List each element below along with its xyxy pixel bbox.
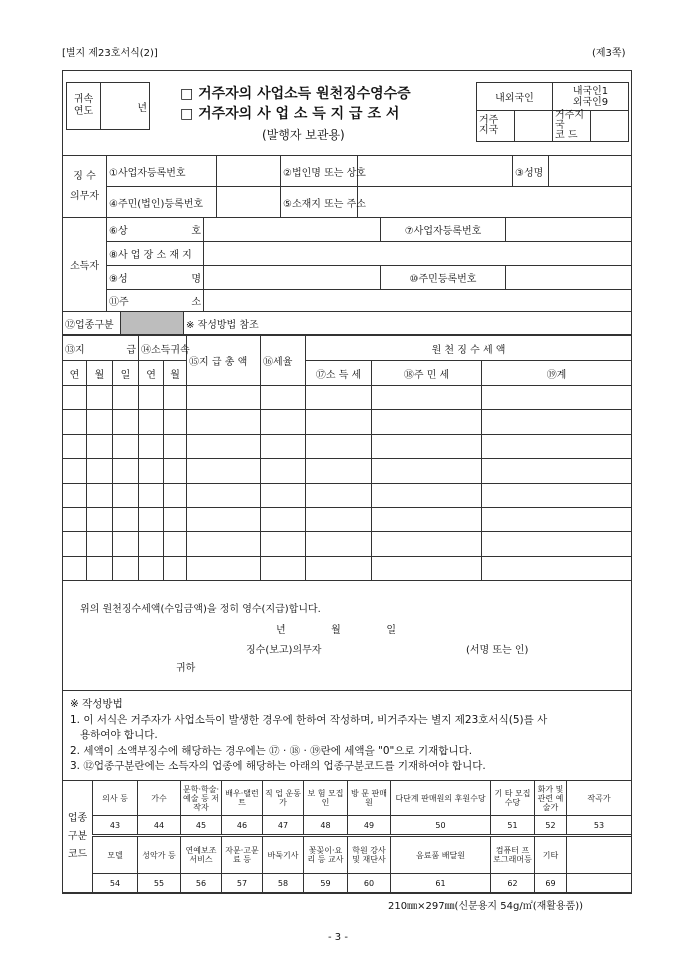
table-cell[interactable] [139, 434, 164, 458]
table-cell[interactable] [261, 556, 306, 580]
table-row [63, 483, 632, 507]
table-cell[interactable] [306, 386, 372, 410]
table-cell[interactable] [164, 556, 187, 580]
table-cell[interactable] [87, 386, 113, 410]
name-field[interactable] [549, 156, 632, 187]
table-cell[interactable] [164, 483, 187, 507]
table-cell[interactable] [87, 556, 113, 580]
trade-name-field[interactable] [204, 218, 381, 242]
address-label: ⑤소재지 또는 주소 [281, 187, 358, 218]
resident-reg-field[interactable] [217, 187, 281, 218]
code-value: 57 [222, 874, 263, 894]
instructions [70, 697, 630, 775]
table-cell[interactable] [87, 483, 113, 507]
date-day: 일 [386, 625, 396, 636]
earner-address-label-end: 소 [191, 297, 201, 308]
code-value: 62 [491, 874, 535, 894]
resident-reg-label: ④주민(법인)등록번호 [107, 187, 217, 218]
table-cell[interactable] [113, 459, 139, 483]
instruction-item: 2. 세액이 소액부징수에 해당하는 경우에는 ⑰ · ⑱ · ⑲란에 세액을 "0"으로 기재합니다. [70, 744, 473, 757]
year-box [66, 82, 150, 130]
trade-name-label-end: 호 [191, 226, 201, 237]
table-cell[interactable] [482, 507, 632, 531]
code-name: 배우·탤런트 [222, 781, 263, 816]
table-cell[interactable] [63, 507, 87, 531]
code-name: 성악가 등 [138, 836, 181, 874]
income-period-header: ⑭소득귀속 [139, 336, 187, 361]
earner-name-label: ⑨성 [109, 274, 128, 285]
address-field[interactable] [358, 187, 632, 218]
date-month: 월 [331, 625, 341, 636]
pay-date-header: ⑬지 [65, 344, 85, 356]
table-cell[interactable] [372, 507, 482, 531]
code-value: 56 [181, 874, 222, 894]
instruction-item: 3. ⑫업종구분란에는 소득자의 업종에 해당하는 아래의 업종구분코드를 기재하여야 합니다. [70, 760, 486, 772]
earner-resident-reg-label: ⑩주민등록번호 [381, 266, 506, 290]
table-cell[interactable] [482, 410, 632, 434]
earner-name-label-end: 명 [191, 274, 201, 285]
confirm-text: 위의 원천징수세액(수입금액)을 정히 영수(지급)합니다. [80, 604, 321, 615]
paper-spec: 210㎜×297㎜(신문용지 54g/㎡(재활용품)) [388, 901, 584, 912]
table-cell[interactable] [482, 483, 632, 507]
pay-day: 일 [113, 361, 139, 386]
table-cell[interactable] [187, 556, 261, 580]
page-number: - 3 - [328, 932, 348, 943]
earner-biz-reg-label: ⑦사업자등록번호 [381, 218, 506, 242]
table-row [63, 556, 632, 580]
code-value: 61 [391, 874, 491, 894]
rate-header: ⑯세율 [261, 336, 306, 386]
code-value: 58 [263, 874, 304, 894]
table-cell[interactable] [306, 532, 372, 556]
code-value: 55 [138, 874, 181, 894]
domestic-code: 내국인1 [572, 85, 609, 97]
table-cell[interactable] [261, 386, 306, 410]
table-cell[interactable] [187, 386, 261, 410]
year-unit: 년 [101, 83, 150, 130]
table-cell[interactable] [87, 459, 113, 483]
code-value: 50 [391, 816, 491, 836]
table-cell[interactable] [261, 507, 306, 531]
table-cell[interactable] [187, 532, 261, 556]
title-receipt[interactable]: □ 거주자의 사업소득 원천징수영수증 [180, 86, 411, 102]
code-value: 45 [181, 816, 222, 836]
date-year: 년 [276, 625, 286, 636]
code-name: 다단계 판매원의 후원수당 [391, 781, 491, 816]
recipient-label: 귀하 [176, 663, 196, 674]
table-cell[interactable] [482, 532, 632, 556]
code-value: 69 [535, 874, 567, 894]
table-cell[interactable] [306, 410, 372, 434]
code-value: 46 [222, 816, 263, 836]
table-cell[interactable] [164, 507, 187, 531]
payer-label: 징 수 의무자 [63, 156, 107, 218]
table-cell[interactable] [63, 459, 87, 483]
code-value: 44 [138, 816, 181, 836]
code-name: 모델 [93, 836, 138, 874]
table-cell[interactable] [372, 459, 482, 483]
code-value: 54 [93, 874, 138, 894]
table-cell[interactable] [187, 434, 261, 458]
table-cell[interactable] [139, 483, 164, 507]
table-cell[interactable] [63, 556, 87, 580]
foreign-code: 외국인9 [572, 96, 609, 108]
table-cell[interactable] [372, 532, 482, 556]
table-cell[interactable] [372, 556, 482, 580]
country-code-field[interactable] [591, 111, 629, 142]
instruction-item: 1. 이 서식은 거주자가 사업소득이 발생한 경우에 한하여 작성하며, 비거주자는 별지 제23호서식(5)를 사 [70, 713, 548, 726]
total-header: ⑮지 급 총 액 [187, 336, 261, 386]
table-cell[interactable] [139, 459, 164, 483]
table-row [63, 532, 632, 556]
industry-code-table [62, 780, 632, 894]
code-name: 기타 [535, 836, 567, 874]
table-cell[interactable] [187, 483, 261, 507]
table-cell[interactable] [87, 532, 113, 556]
earner-biz-reg-field[interactable] [506, 218, 632, 242]
table-cell[interactable] [187, 507, 261, 531]
table-cell[interactable] [306, 483, 372, 507]
table-cell[interactable] [139, 556, 164, 580]
code-value: 48 [304, 816, 348, 836]
code-value: 59 [304, 874, 348, 894]
pay-year: 연 [63, 361, 87, 386]
country-field[interactable] [515, 111, 553, 142]
payer-section [62, 155, 632, 218]
biz-location-label: ⑧사 업 장 소 재 지 [107, 242, 204, 266]
residency-label: 내외국인 [477, 83, 553, 111]
table-cell[interactable] [139, 532, 164, 556]
biz-reg-field[interactable] [217, 156, 281, 187]
code-value: 52 [535, 816, 567, 836]
table-cell[interactable] [164, 410, 187, 434]
industry-row [62, 311, 632, 335]
divider [62, 690, 632, 691]
code-name: 연예보조 서비스 [181, 836, 222, 874]
code-name: 컴퓨터 프로그래머등 [491, 836, 535, 874]
code-name: 직 업 운동가 [263, 781, 304, 816]
payer-sign-label: 징수(보고)의무자 [246, 645, 322, 656]
residency-box [476, 82, 629, 142]
table-cell[interactable] [139, 507, 164, 531]
code-name: 가수 [138, 781, 181, 816]
code-label: 업종 구분 코드 [63, 781, 93, 894]
code-value: 43 [93, 816, 138, 836]
industry-field[interactable] [121, 312, 184, 335]
table-cell[interactable] [139, 386, 164, 410]
pay-month: 월 [87, 361, 113, 386]
form-number: [별지 제23호서식(2)] [62, 48, 158, 59]
table-cell[interactable] [164, 386, 187, 410]
resident-tax-header: ⑱주 민 세 [372, 361, 482, 386]
table-cell[interactable] [113, 434, 139, 458]
code-name: 기 타 모집수당 [491, 781, 535, 816]
table-cell[interactable] [87, 434, 113, 458]
corp-name-field[interactable] [358, 156, 513, 187]
withholding-header: 원 천 징 수 세 액 [306, 336, 632, 361]
payment-table [62, 335, 632, 581]
code-row [63, 781, 632, 816]
table-row [63, 410, 632, 434]
table-cell[interactable] [63, 410, 87, 434]
code-name: 음료품 배달원 [391, 836, 491, 874]
table-cell[interactable] [482, 556, 632, 580]
earner-name-field[interactable] [204, 266, 381, 290]
table-cell[interactable] [306, 507, 372, 531]
earner-address-field[interactable] [204, 290, 632, 312]
industry-note: ※ 작성방법 참조 [184, 312, 632, 335]
table-cell[interactable] [63, 434, 87, 458]
code-row [63, 836, 632, 874]
corp-name-label: ②법인명 또는 상호 [281, 156, 358, 187]
page-side: (제3쪽) [592, 48, 626, 59]
table-cell[interactable] [306, 556, 372, 580]
income-tax-header: ⑰소 득 세 [306, 361, 372, 386]
table-cell[interactable] [187, 459, 261, 483]
table-cell[interactable] [87, 507, 113, 531]
table-row [63, 507, 632, 531]
code-value: 51 [491, 816, 535, 836]
table-cell[interactable] [63, 532, 87, 556]
table-cell[interactable] [306, 459, 372, 483]
table-cell[interactable] [113, 507, 139, 531]
table-row [63, 386, 632, 410]
table-cell[interactable] [139, 410, 164, 434]
table-cell[interactable] [261, 459, 306, 483]
table-cell[interactable] [113, 410, 139, 434]
table-cell[interactable] [482, 434, 632, 458]
code-value [567, 874, 632, 894]
table-cell[interactable] [63, 483, 87, 507]
earner-label: 소득자 [63, 218, 107, 312]
code-name: 의사 등 [93, 781, 138, 816]
table-cell[interactable] [261, 532, 306, 556]
table-cell[interactable] [482, 386, 632, 410]
earner-resident-reg-field[interactable] [506, 266, 632, 290]
code-value: 53 [567, 816, 632, 836]
biz-location-field[interactable] [204, 242, 632, 266]
table-cell[interactable] [261, 483, 306, 507]
table-cell[interactable] [113, 386, 139, 410]
table-cell[interactable] [113, 532, 139, 556]
table-cell[interactable] [164, 532, 187, 556]
code-name: 바둑기사 [263, 836, 304, 874]
table-row [63, 459, 632, 483]
table-cell[interactable] [63, 386, 87, 410]
code-name: 꽃꽂이·요리 등 교사 [304, 836, 348, 874]
code-row [63, 816, 632, 836]
code-name [567, 836, 632, 874]
period-month: 월 [164, 361, 187, 386]
pay-date-header-end: 급 [126, 344, 137, 356]
code-name: 화가 및 관련 예술가 [535, 781, 567, 816]
code-name: 작곡가 [567, 781, 632, 816]
table-cell[interactable] [372, 410, 482, 434]
table-cell[interactable] [372, 386, 482, 410]
code-value: 47 [263, 816, 304, 836]
trade-name-label: ⑥상 [109, 226, 128, 237]
code-row [63, 874, 632, 894]
earner-section [62, 217, 632, 312]
earner-address-label: ⑪주 [109, 297, 129, 308]
code-name: 학원 강사 및 재단사 [348, 836, 391, 874]
table-cell[interactable] [187, 410, 261, 434]
table-cell[interactable] [113, 483, 139, 507]
biz-reg-label: ①사업자등록번호 [107, 156, 217, 187]
year-label: 귀속 연도 [67, 83, 101, 130]
table-row [63, 434, 632, 458]
table-cell[interactable] [306, 434, 372, 458]
table-cell[interactable] [87, 410, 113, 434]
sign-label[interactable]: (서명 또는 인) [466, 645, 529, 656]
country-label: 거주 지국 [477, 111, 515, 142]
code-name: 방 문 판매원 [348, 781, 391, 816]
table-cell[interactable] [482, 459, 632, 483]
table-cell[interactable] [113, 556, 139, 580]
country-code-label: 거주지국 코 드 [553, 111, 591, 142]
title-sub: (발행자 보관용) [262, 128, 345, 142]
table-cell[interactable] [372, 483, 482, 507]
title-statement[interactable]: □ 거주자의 사 업 소 득 지 급 조 서 [180, 106, 400, 122]
industry-label: ⑫업종구분 [63, 312, 121, 335]
code-name: 보 험 모집인 [304, 781, 348, 816]
name-label: ③성명 [513, 156, 549, 187]
period-year: 연 [139, 361, 164, 386]
code-value: 49 [348, 816, 391, 836]
table-cell[interactable] [164, 459, 187, 483]
code-name: 문학·학술·예술 등 저작자 [181, 781, 222, 816]
code-name: 자문·고문료 등 [222, 836, 263, 874]
instruction-item: 용하여야 합니다. [70, 729, 158, 741]
table-cell[interactable] [372, 434, 482, 458]
sum-header: ⑲계 [482, 361, 632, 386]
table-cell[interactable] [164, 434, 187, 458]
table-cell[interactable] [261, 434, 306, 458]
instructions-title: ※ 작성방법 [70, 698, 123, 710]
table-cell[interactable] [261, 410, 306, 434]
code-value: 60 [348, 874, 391, 894]
